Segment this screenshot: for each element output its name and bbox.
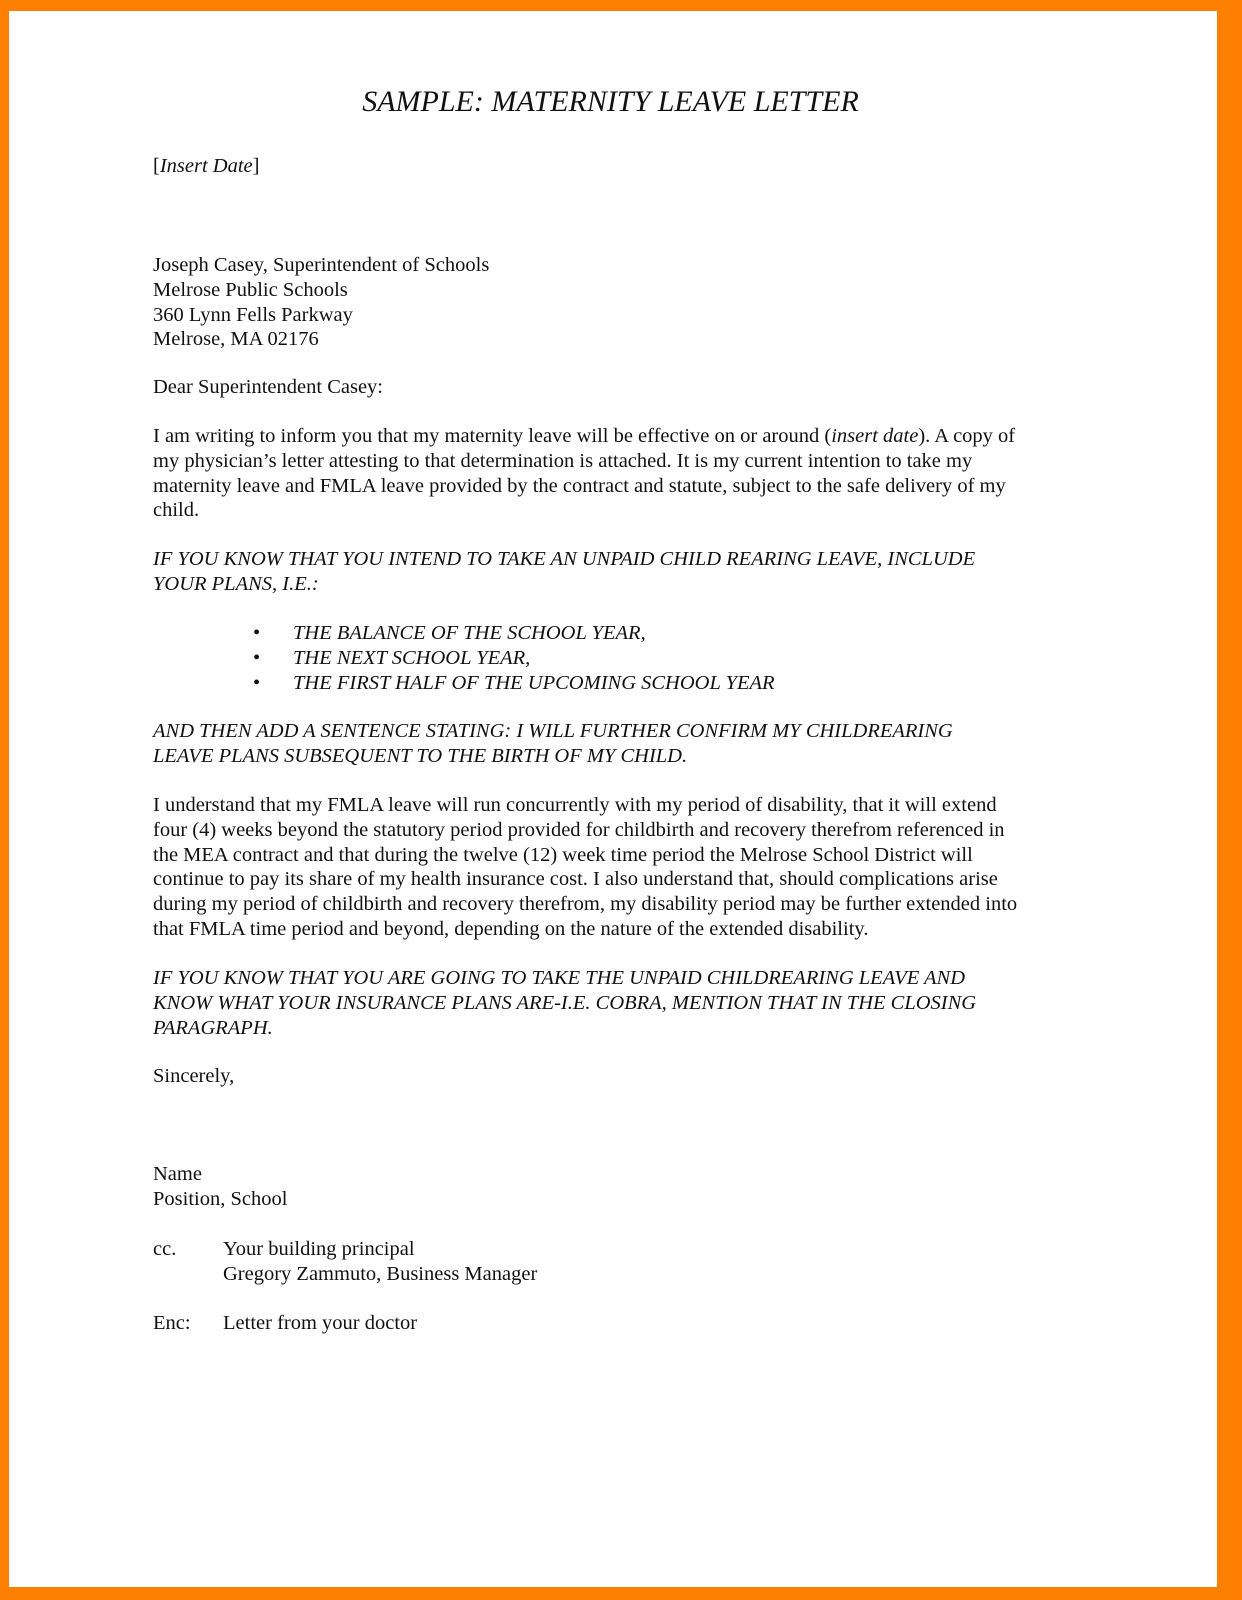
signature-name: Name — [153, 1163, 202, 1185]
enclosure-block — [153, 1311, 417, 1336]
document-title: SAMPLE: MATERNITY LEAVE LETTER — [362, 85, 859, 118]
recipient-line: 360 Lynn Fells Parkway — [153, 303, 353, 326]
instruction-line: AND THEN ADD A SENTENCE STATING: I WILL FURTHER CONFIRM MY CHILDREARING — [153, 720, 953, 742]
paragraph-line: child. — [153, 499, 200, 522]
recipient-address — [153, 253, 489, 352]
list-item: • THE BALANCE OF THE SCHOOL YEAR, — [253, 622, 646, 644]
instruction-line: KNOW WHAT YOUR INSURANCE PLANS ARE-I.E. COBRA, MENTION THAT IN THE CLOSING — [153, 991, 977, 1014]
enclosure-value: Letter from your doctor — [223, 1312, 418, 1334]
recipient-line: Melrose, MA 02176 — [153, 328, 319, 351]
bullet-icon: • — [253, 622, 261, 644]
paragraph-line: I am writing to inform you that my maternity leave will be effective on or around (insert date). A copy of — [153, 425, 1016, 447]
plan-options-list — [253, 621, 775, 695]
closing: Sincerely, — [153, 1065, 235, 1087]
date-placeholder: [Insert Date] — [153, 155, 260, 177]
instruction-line: IF YOU KNOW THAT YOU INTEND TO TAKE AN UNPAID CHILD REARING LEAVE, INCLUDE — [153, 548, 976, 570]
instruction-line: IF YOU KNOW THAT YOU ARE GOING TO TAKE THE UNPAID CHILDREARING LEAVE AND — [153, 967, 966, 989]
bullet-icon: • — [253, 646, 261, 669]
bullet-icon: • — [253, 671, 261, 694]
list-item: • THE NEXT SCHOOL YEAR, — [253, 646, 531, 669]
instruction-line: PARAGRAPH. — [153, 1016, 273, 1039]
paragraph-line: my physician’s letter attesting to that determination is attached. It is my current intention to take my — [153, 449, 973, 472]
paragraph-fmla — [153, 793, 1017, 942]
paragraph-line: four (4) weeks beyond the statutory period provided for childbirth and recovery therefrom referenced in — [153, 818, 1005, 841]
paragraph-line: maternity leave and FMLA leave provided by the contract and statute, subject to the safe delivery of my — [153, 474, 1006, 497]
cc-block — [153, 1237, 537, 1287]
list-item: • THE FIRST HALF OF THE UPCOMING SCHOOL YEAR — [253, 671, 775, 694]
paragraph-line: during my period of childbirth and recovery therefrom, my disability period may be further extended into — [153, 893, 1018, 916]
signature-block — [153, 1162, 287, 1212]
instruction-insurance — [153, 966, 976, 1040]
paragraph-intro — [153, 424, 1015, 523]
cc-recipient: Gregory Zammuto, Business Manager — [223, 1262, 538, 1285]
date-placeholder-text: Insert Date — [159, 155, 253, 177]
instruction-line: LEAVE PLANS SUBSEQUENT TO THE BIRTH OF MY CHILD. — [153, 744, 688, 767]
cc-recipient: Your building principal — [223, 1238, 415, 1260]
instruction-childrearing — [153, 547, 975, 597]
paragraph-line: that FMLA time period and beyond, depending on the nature of the extended disability. — [153, 917, 869, 940]
signature-position: Position, School — [153, 1187, 288, 1210]
paragraph-line: continue to pay its share of my health insurance cost. I also understand that, should complications arise — [153, 868, 998, 891]
paragraph-line: the MEA contract and that during the twelve (12) week time period the Melrose School District will — [153, 843, 973, 866]
cc-label: cc. — [153, 1238, 177, 1260]
paragraph-line: I understand that my FMLA leave will run concurrently with my period of disability, that it will extend — [153, 794, 997, 816]
salutation: Dear Superintendent Casey: — [153, 376, 383, 398]
instruction-line: YOUR PLANS, I.E.: — [153, 572, 319, 595]
enclosure-label: Enc: — [153, 1312, 191, 1334]
recipient-line: Melrose Public Schools — [153, 278, 348, 301]
instruction-confirm — [153, 719, 953, 769]
recipient-line: Joseph Casey, Superintendent of Schools — [153, 254, 490, 276]
